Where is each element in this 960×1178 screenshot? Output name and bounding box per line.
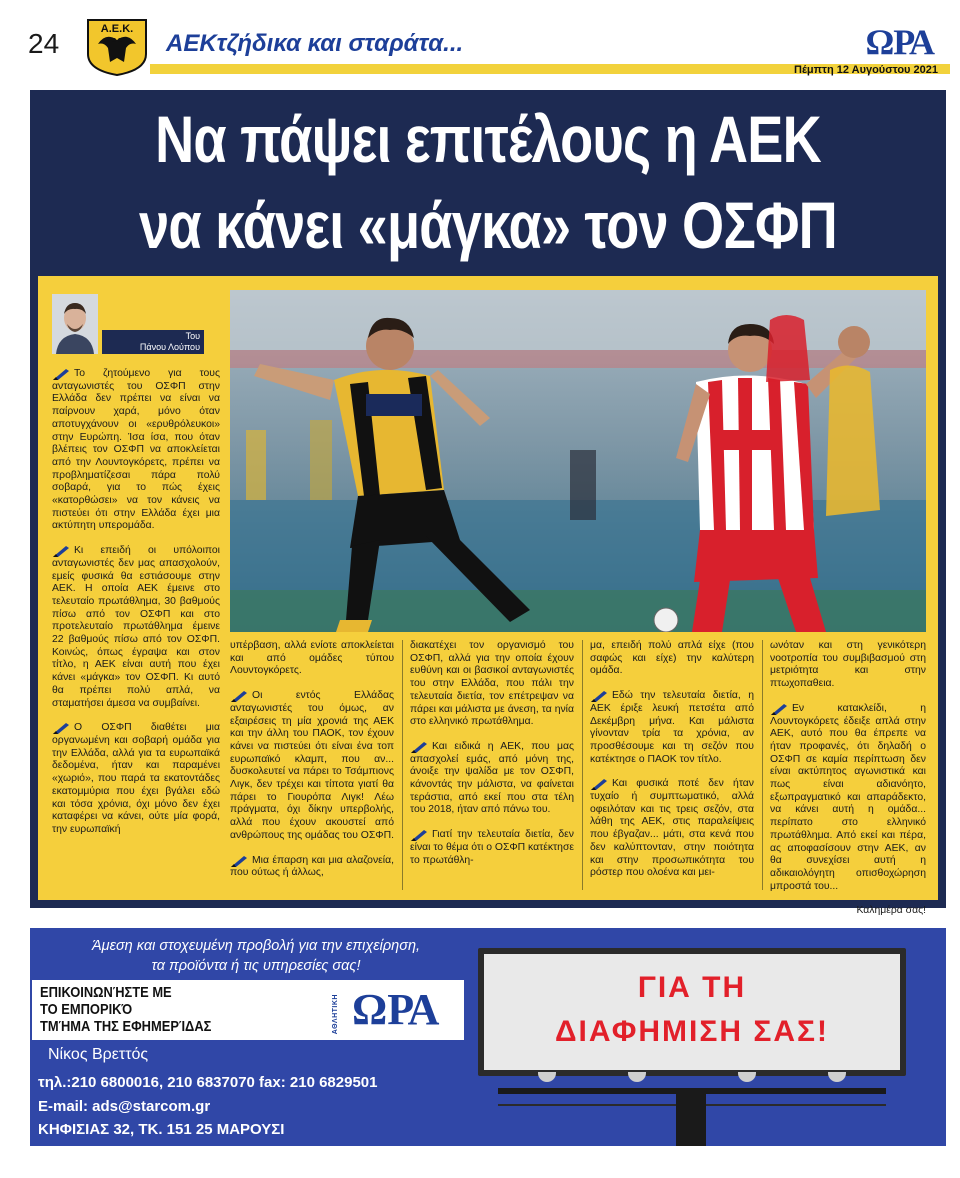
author-label	[102, 330, 204, 354]
billboard-lamp-icon	[828, 1072, 846, 1082]
col2-paragraph-3: Μια έπαρση και μια αλαζονεία, που ούτως ή άλλως,	[230, 854, 394, 879]
ad-contact-person: Νίκος Βρεττός	[48, 1046, 149, 1063]
quill-pen-icon	[230, 854, 248, 868]
article-column-2	[230, 640, 394, 892]
col4-paragraph-3: Και φυσικά ποτέ δεν ήταν τυχαίο ή συμπτωματικό, αλλά οφειλόταν και τις τρεις σεζόν, στα λάθη της ΑΕΚ, στις παραλείψεις που έβγαζαν... μάτι, στα κενά που δεν καλύπτονταν, στην ποιότητα και στην προσωπικότητα του ρόστερ που ολοένα και μει-	[590, 778, 754, 879]
author-photo	[52, 294, 98, 354]
billboard-line-2: ΔΙΑΦΗΜΙΣΗ ΣΑΣ!	[554, 1015, 830, 1048]
author-prefix: Του	[185, 331, 200, 341]
ad-contact-box	[32, 980, 464, 1040]
billboard-text	[484, 966, 900, 1054]
column-divider	[762, 640, 763, 890]
ad-newspaper-logo	[332, 986, 452, 1034]
headline-line-1: Να πάψει επιτέλους η ΑΕΚ	[155, 102, 821, 176]
col4-paragraph-1: μα, επειδή πολύ απλά είχε (που σαφώς και είχε) την καλύτερη ομάδα.	[590, 640, 754, 677]
article-signoff: Καλημέρα σας!	[856, 905, 926, 917]
billboard-face	[484, 954, 900, 1070]
col1-paragraph-3: Ο ΟΣΦΠ διαθέτει μια οργανωμένη και σοβαρή ομάδα για την Ελλάδα, αλλά για τα ευρωπαϊκά δεδομένα, ήταν και παραμένει «χωριό», που παρά τα εκατοντάδες εκατομμύρια που έχει βγάλει εδώ και τόσα χρόνια, όχι μόνο δεν έχει καταφέρει να κάνει, ούτε μία φορά, την ευρωπαϊκή	[52, 722, 220, 835]
quill-pen-icon	[52, 544, 70, 558]
ad-phones: τηλ.:210 6800016, 210 6837070 fax: 210 6829501	[38, 1074, 378, 1091]
quill-pen-icon	[230, 689, 248, 703]
quill-pen-icon	[52, 721, 70, 735]
aek-eagle-logo-icon	[84, 18, 150, 76]
billboard-post	[676, 1094, 706, 1146]
section-title: AEKτζήδικα και σταράτα...	[166, 30, 464, 57]
ad-logo-word: ΩΡΑ	[352, 985, 440, 1034]
quill-pen-icon	[410, 740, 428, 754]
issue-date: Πέμπτη 12 Αυγούστου 2021	[794, 64, 938, 76]
article-column-5	[770, 640, 926, 930]
column-divider	[402, 640, 403, 890]
quill-pen-icon	[590, 777, 608, 791]
headline-line-2: να κάνει «μάγκα» τον ΟΣΦΠ	[139, 188, 837, 262]
col2-paragraph-1: υπέρβαση, αλλά ενίοτε αποκλείεται και από ομάδες τύπου Λουντογκόρετς.	[230, 640, 394, 677]
col3-paragraph-2: Και ειδικά η ΑΕΚ, που μας απασχολεί εμάς, από μόνη της, άνοιξε την ψαλίδα με τον ΟΣΦΠ, κάνοντάς την μάλιστα, να φαίνεται τεράστια, από εκεί που στα τέλη του 2018, ήταν από πάνω του.	[410, 740, 574, 816]
ad-lead-line-2: τα προϊόντα ή τις υπηρεσίες σας!	[151, 958, 361, 974]
quill-pen-icon	[410, 828, 428, 842]
ad-contact-text	[40, 984, 255, 1035]
ad-logo-side-text: ΑΘΛΗΤΙΚΗ	[332, 994, 339, 1035]
article-column-1	[52, 368, 220, 849]
col5-paragraph-2: Εν κατακλείδι, η Λουντογκόρετς έδειξε απλά στην ΑΕΚ, αυτό που θα έπρεπε να ήταν προφανές, ότι δηλαδή ο ΟΣΦΠ σε καμία περίπτωση δεν είναι ακτύπητος αγωνιστικά και πως είναι αδιανόητο, εξωπραγματικό και απαράδεκτο, να κάνει αυτή η ομάδα... περίπατο στο ελληνικό πρωτάθλημα. Από εκεί και πέρα, ας αποφασίσουν στην ΑΕΚ, αν θα συνεχίσει αυτή η αδικαιολόγητη οπισθοχώρηση μπροστά του...	[770, 702, 926, 892]
page-number: 24	[28, 28, 60, 59]
column-divider	[582, 640, 583, 890]
ad-lead-line-1: Άμεση και στοχευμένη προβολή για την επιχείρηση,	[91, 938, 421, 954]
quill-pen-icon	[770, 702, 788, 716]
col1-paragraph-1: Το ζητούμενο για τους ανταγωνιστές του ΟΣΦΠ στην Ελλάδα δεν πρέπει να είναι να παίρνουν χαρά, μόνο όταν αποτυγχάνουν οι «ερυθρόλευκοι» στην Ευρώπη. Ίσα ίσα, που όταν βλέπεις τον ΟΣΦΠ να αποκλείεται από την Λουντογκόρετς, πρέπει να προβληματίζεσαι πάρα πολύ σοβαρά, για το πώς έχεις «κατορθώσει» να τον κάνεις να πιστεύει ότι στην Ελλάδα έχει μια ακτύπητη υπερομάδα.	[52, 368, 220, 532]
ad-address: ΚΗΦΙΣΙΑΣ 32, ΤΚ. 151 25 ΜΑΡΟΥΣΙ	[38, 1121, 285, 1138]
article-column-4	[590, 640, 754, 892]
advertisement[interactable]	[30, 928, 946, 1146]
billboard-lamp-icon	[628, 1072, 646, 1082]
col5-paragraph-1: ωνόταν και στη γενικότερη νοοτροπία του συμβιβασμού στη μετριότητα και στην πτωχοπαθεια.	[770, 640, 926, 690]
match-photo	[230, 290, 926, 632]
quill-pen-icon	[52, 367, 70, 381]
newspaper-logo: ΩΡΑ	[865, 22, 934, 62]
ad-lead-text	[36, 936, 476, 976]
billboard-frame	[478, 948, 906, 1076]
aek-logo-text: Α.Ε.Κ.	[100, 23, 134, 35]
billboard-line-1: ΓΙΑ ΤΗ	[637, 971, 747, 1004]
article-body-panel	[38, 276, 938, 917]
col3-paragraph-3: Γιατί την τελευταία διετία, δεν είναι το θέμα ότι ο ΟΣΦΠ κατέκτησε το πρωτάθλη-	[410, 829, 574, 866]
headline	[112, 96, 863, 268]
col3-paragraph-1: διακατέχει τον οργανισμό του ΟΣΦΠ, αλλά για την οποία έχουν ευθύνη και οι βασικοί ανταγωνιστές του στην Ελλάδα, που πάλι την τελευταία διετία, τον επέτρεψαν να πάρει και μάλιστα με άνεση, τα ηνία στο ελληνικό πρωτάθλημα.	[410, 640, 574, 728]
quill-pen-icon	[590, 689, 608, 703]
billboard-lamp-icon	[738, 1072, 756, 1082]
page-header	[0, 0, 960, 80]
article-column-3	[410, 640, 574, 879]
billboard-lamp-icon	[538, 1072, 556, 1082]
ad-contact-line-2: ΤΟ ΕΜΠΟΡΙΚΌ	[40, 1001, 133, 1018]
col4-paragraph-2: Εδώ την τελευταία διετία, η ΑΕΚ έριξε λευκή πετσέτα από Δεκέμβρη μήνα. Και μάλιστα γίνονταν τρία τα χρόνια, αν προσθέσουμε και τη σεζόν που κατέκτησε ο ΠΑΟΚ τον τίτλο.	[590, 690, 754, 765]
billboard-graphic	[478, 948, 906, 1144]
ad-contact-line-3: ΤΜΉΜΑ ΤΗΣ ΕΦΗΜΕΡΊΔΑΣ	[40, 1018, 212, 1035]
col1-paragraph-2: Κι επειδή οι υπόλοιποι ανταγωνιστές δεν μας απασχολούν, εμείς φυσικά θα εστιάσουμε στην ΑΕΚ. Η οποία ΑΕΚ έμεινε στο τελευταίο πρωτάθλημα, 30 βαθμούς πίσω από τον ΟΣΦΠ και στο προτελευταίο πρωτάθλημα έμεινε 22 βαθμούς πίσω από τον ΟΣΦΠ. Κοινώς, όπως έγραψα και στον τίτλο, η ΑΕΚ είναι αυτή που έχει κάνει «μάγκα» τον ΟΣΦΠ. Κι αυτό θα πρέπει πολύ απλά, να σταματήσει άμεσα να συμβαίνει.	[52, 545, 220, 709]
author-name: Πάνου Λούπου	[139, 342, 200, 352]
ad-contact-line-1: ΕΠΙΚΟΙΝΩΝΉΣΤΕ ΜΕ	[40, 984, 172, 1001]
author-byline	[52, 294, 212, 354]
col2-paragraph-2: Οι εντός Ελλάδας ανταγωνιστές του όμως, αν εξαιρέσεις τη μία χρονιά της ΑΕΚ και την άλλη του ΠΑΟΚ, τον έχουν κάνει να πιστεύει ότι είναι ένα τοπ ευρωπαϊκό κλαμπ, που αν... δυσκολευτεί να πάρει το Τσάμπιονς Λιγκ, δεν τρέχει και τίποτα γιατί θα πάρει το Γιουρόπα Λιγκ! Λέω πράγματα, όχι δίκην υπερβολής, αλλά που έχουν ακουστεί από ανθρώπους της ομάδας του ΟΣΦΠ.	[230, 690, 394, 841]
ad-email-link[interactable]: E-mail: ads@starcom.gr	[38, 1098, 211, 1115]
article	[30, 90, 946, 917]
